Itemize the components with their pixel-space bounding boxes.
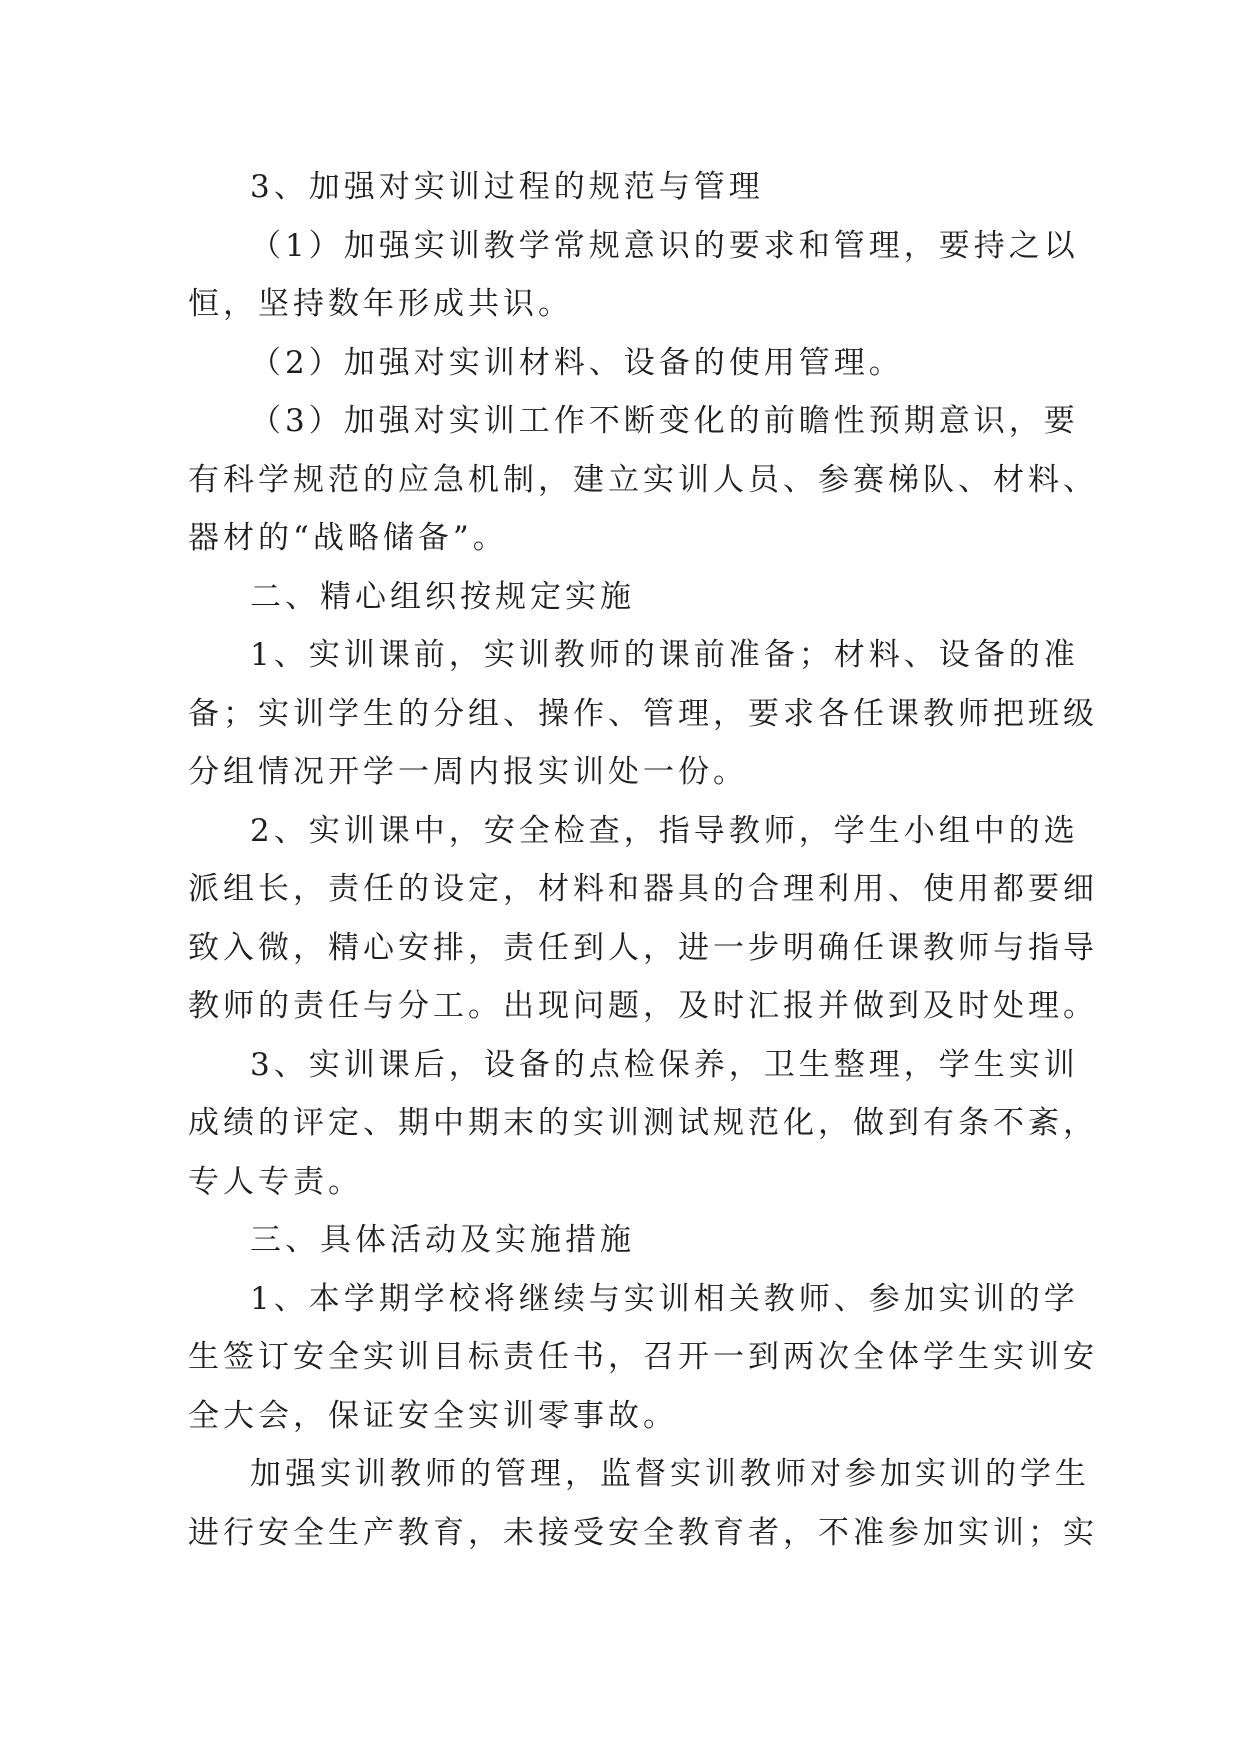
text-line: 教师的责任与分工。出现问题，及时汇报并做到及时处理。 xyxy=(188,988,1098,1024)
item-3-emergency-mechanism xyxy=(188,392,1098,568)
text-line: 2、实训课中，安全检查，指导教师，学生小组中的选 xyxy=(250,812,1079,849)
text-line: 1、本学期学校将继续与实训相关教师、参加实训的学 xyxy=(250,1280,1079,1317)
point-3-after-class xyxy=(188,1036,1098,1212)
text-line: （2）加强对实训材料、设备的使用管理。 xyxy=(250,344,904,381)
measure-1-safety-responsibility xyxy=(188,1270,1098,1446)
text-line: （1）加强实训教学常规意识的要求和管理，要持之以 xyxy=(250,227,1079,264)
text-line: 3、实训课后，设备的点检保养，卫生整理，学生实训 xyxy=(250,1046,1079,1083)
text-line: 专人专责。 xyxy=(188,1163,363,1200)
section-heading-3 xyxy=(188,1211,1068,1270)
text-line: 全大会，保证安全实训零事故。 xyxy=(188,1397,678,1434)
text-line: 三、具体活动及实施措施 xyxy=(250,1222,635,1258)
text-line: 有科学规范的应急机制，建立实训人员、参赛梯队、材料、 xyxy=(188,461,1098,498)
text-line: 二、精心组织按规定实施 xyxy=(250,578,635,615)
text-line: （3）加强对实训工作不断变化的前瞻性预期意识，要 xyxy=(250,403,1079,439)
document-body xyxy=(188,158,1098,1562)
text-line: 加强实训教师的管理，监督实训教师对参加实训的学生 xyxy=(250,1456,1090,1492)
text-line: 器材的“战略储备”。 xyxy=(188,520,508,556)
section-heading-2 xyxy=(188,568,1068,627)
teacher-management-paragraph xyxy=(188,1445,1098,1562)
point-1-before-class xyxy=(188,626,1098,802)
text-line: 恒，坚持数年形成共识。 xyxy=(188,286,573,322)
subheading-3-standardize-training xyxy=(188,158,1068,217)
text-line: 成绩的评定、期中期末的实训测试规范化，做到有条不紊， xyxy=(188,1105,1098,1141)
point-2-during-class xyxy=(188,802,1098,1036)
item-1-routine-awareness xyxy=(188,217,1079,334)
text-line: 派组长，责任的设定，材料和器具的合理利用、使用都要细 xyxy=(188,871,1098,907)
text-line: 致入微，精心安排，责任到人，进一步明确任课教师与指导 xyxy=(188,929,1098,966)
text-line: 生签订安全实训目标责任书，召开一到两次全体学生实训安 xyxy=(188,1339,1098,1375)
text-line: 分组情况开学一周内报实训处一份。 xyxy=(188,754,748,790)
text-line: 进行安全生产教育，未接受安全教育者，不准参加实训；实 xyxy=(188,1514,1098,1551)
text-line: 3、加强对实训过程的规范与管理 xyxy=(250,169,764,205)
item-2-materials-equipment xyxy=(188,334,1068,393)
text-line: 备；实训学生的分组、操作、管理，要求各任课教师把班级 xyxy=(188,695,1098,732)
text-line: 1、实训课前，实训教师的课前准备；材料、设备的准 xyxy=(250,637,1079,673)
